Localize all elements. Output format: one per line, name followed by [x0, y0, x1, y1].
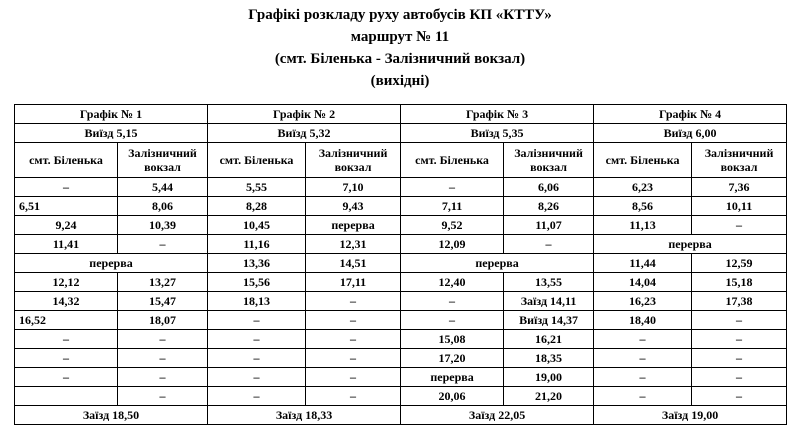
- time-cell: 21,20: [504, 387, 594, 406]
- time-cell: 14,04: [594, 273, 692, 292]
- column-header-bilenka: смт. Біленька: [15, 143, 118, 178]
- time-cell: 9,24: [15, 216, 118, 235]
- time-cell: –: [692, 349, 787, 368]
- time-cell: –: [401, 178, 504, 197]
- time-cell: –: [15, 178, 118, 197]
- time-cell: 14,32: [15, 292, 118, 311]
- time-cell: 8,26: [504, 197, 594, 216]
- column-header-station: Залізничний вокзал: [306, 143, 401, 178]
- time-cell: 12,40: [401, 273, 504, 292]
- arrival-row: [15, 406, 787, 425]
- table-row: [15, 349, 787, 368]
- departure-time: Виїзд 5,32: [208, 124, 401, 143]
- time-cell: –: [504, 235, 594, 254]
- departure-time: Виїзд 5,35: [401, 124, 594, 143]
- time-cell: –: [208, 349, 306, 368]
- time-cell: 8,28: [208, 197, 306, 216]
- time-cell: 11,41: [15, 235, 118, 254]
- time-cell: –: [118, 387, 208, 406]
- departure-time: Виїзд 6,00: [594, 124, 787, 143]
- time-cell: 18,07: [118, 311, 208, 330]
- time-cell: 6,51: [15, 197, 118, 216]
- table-row: [15, 311, 787, 330]
- time-cell: [15, 387, 118, 406]
- time-cell: –: [692, 311, 787, 330]
- time-cell: –: [118, 349, 208, 368]
- departure-note-cell: Виїзд 14,37: [504, 311, 594, 330]
- time-cell: 9,43: [306, 197, 401, 216]
- table-row: [15, 216, 787, 235]
- time-cell: –: [306, 387, 401, 406]
- route-number: маршрут № 11: [350, 29, 450, 45]
- column-header-station: Залізничний вокзал: [504, 143, 594, 178]
- time-cell: 12,59: [692, 254, 787, 273]
- schedule-name: Графік № 1: [15, 105, 208, 124]
- column-header-bilenka: смт. Біленька: [594, 143, 692, 178]
- break-cell: перерва: [594, 235, 787, 254]
- time-cell: –: [306, 368, 401, 387]
- time-cell: –: [306, 292, 401, 311]
- time-cell: –: [118, 235, 208, 254]
- break-cell: перерва: [15, 254, 208, 273]
- time-cell: –: [692, 330, 787, 349]
- column-header-station: Залізничний вокзал: [118, 143, 208, 178]
- arrival-note-cell: Заїзд 14,11: [504, 292, 594, 311]
- time-cell: 11,07: [504, 216, 594, 235]
- schedule-name: Графік № 2: [208, 105, 401, 124]
- break-cell: перерва: [401, 368, 504, 387]
- arrival-time: Заїзд 22,05: [401, 406, 594, 425]
- time-cell: –: [594, 368, 692, 387]
- table-row: [15, 273, 787, 292]
- time-cell: 9,52: [401, 216, 504, 235]
- time-cell: –: [594, 330, 692, 349]
- time-cell: –: [692, 387, 787, 406]
- column-header-row: [15, 143, 787, 178]
- time-cell: 16,52: [15, 311, 118, 330]
- time-cell: 13,55: [504, 273, 594, 292]
- time-cell: 15,47: [118, 292, 208, 311]
- time-cell: –: [306, 330, 401, 349]
- time-cell: 19,00: [504, 368, 594, 387]
- time-cell: 8,06: [118, 197, 208, 216]
- time-cell: –: [208, 311, 306, 330]
- time-cell: 17,38: [692, 292, 787, 311]
- time-cell: 10,39: [118, 216, 208, 235]
- time-cell: 6,23: [594, 178, 692, 197]
- route-direction: (смт. Біленька - Залізничний вокзал): [274, 51, 526, 67]
- time-cell: 11,16: [208, 235, 306, 254]
- table-row: [15, 330, 787, 349]
- break-cell: перерва: [401, 254, 594, 273]
- table-row: [15, 387, 787, 406]
- time-cell: 12,09: [401, 235, 504, 254]
- time-cell: 13,36: [208, 254, 306, 273]
- time-cell: 15,18: [692, 273, 787, 292]
- time-cell: 15,08: [401, 330, 504, 349]
- column-header-station: Залізничний вокзал: [692, 143, 787, 178]
- time-cell: 5,44: [118, 178, 208, 197]
- schedule-table: [14, 104, 787, 425]
- time-cell: 10,11: [692, 197, 787, 216]
- time-cell: –: [15, 330, 118, 349]
- departure-row: [15, 124, 787, 143]
- time-cell: –: [15, 368, 118, 387]
- table-row: [15, 235, 787, 254]
- time-cell: –: [208, 387, 306, 406]
- time-cell: –: [15, 349, 118, 368]
- time-cell: –: [594, 349, 692, 368]
- time-cell: –: [306, 349, 401, 368]
- time-cell: 11,44: [594, 254, 692, 273]
- schedule-name: Графік № 4: [594, 105, 787, 124]
- time-cell: 8,56: [594, 197, 692, 216]
- time-cell: –: [306, 311, 401, 330]
- time-cell: 18,40: [594, 311, 692, 330]
- column-header-bilenka: смт. Біленька: [208, 143, 306, 178]
- table-row: [15, 254, 787, 273]
- document-header: [0, 4, 800, 92]
- arrival-time: Заїзд 19,00: [594, 406, 787, 425]
- time-cell: 12,31: [306, 235, 401, 254]
- time-cell: 13,27: [118, 273, 208, 292]
- time-cell: 18,13: [208, 292, 306, 311]
- table-row: [15, 197, 787, 216]
- table-row: [15, 292, 787, 311]
- time-cell: 7,11: [401, 197, 504, 216]
- time-cell: 20,06: [401, 387, 504, 406]
- break-cell: перерва: [306, 216, 401, 235]
- time-cell: –: [208, 330, 306, 349]
- time-cell: –: [118, 330, 208, 349]
- time-cell: –: [208, 368, 306, 387]
- time-cell: –: [692, 368, 787, 387]
- schedule-names-row: [15, 105, 787, 124]
- time-cell: –: [401, 292, 504, 311]
- time-cell: 7,10: [306, 178, 401, 197]
- time-cell: –: [401, 311, 504, 330]
- schedule-name: Графік № 3: [401, 105, 594, 124]
- table-row: [15, 178, 787, 197]
- column-header-bilenka: смт. Біленька: [401, 143, 504, 178]
- time-cell: 15,56: [208, 273, 306, 292]
- document-title: Графікі розкладу руху автобусів КП «КТТУ»: [248, 7, 552, 23]
- time-cell: 10,45: [208, 216, 306, 235]
- time-cell: 5,55: [208, 178, 306, 197]
- departure-time: Виїзд 5,15: [15, 124, 208, 143]
- time-cell: 14,51: [306, 254, 401, 273]
- time-cell: 7,36: [692, 178, 787, 197]
- time-cell: 16,23: [594, 292, 692, 311]
- table-row: [15, 368, 787, 387]
- arrival-time: Заїзд 18,33: [208, 406, 401, 425]
- time-cell: –: [594, 387, 692, 406]
- time-cell: 6,06: [504, 178, 594, 197]
- time-cell: 11,13: [594, 216, 692, 235]
- time-cell: –: [692, 216, 787, 235]
- arrival-time: Заїзд 18,50: [15, 406, 208, 425]
- time-cell: 17,20: [401, 349, 504, 368]
- time-cell: 17,11: [306, 273, 401, 292]
- time-cell: –: [118, 368, 208, 387]
- time-cell: 12,12: [15, 273, 118, 292]
- time-cell: 18,35: [504, 349, 594, 368]
- time-cell: 16,21: [504, 330, 594, 349]
- day-type: (вихідні): [370, 73, 430, 89]
